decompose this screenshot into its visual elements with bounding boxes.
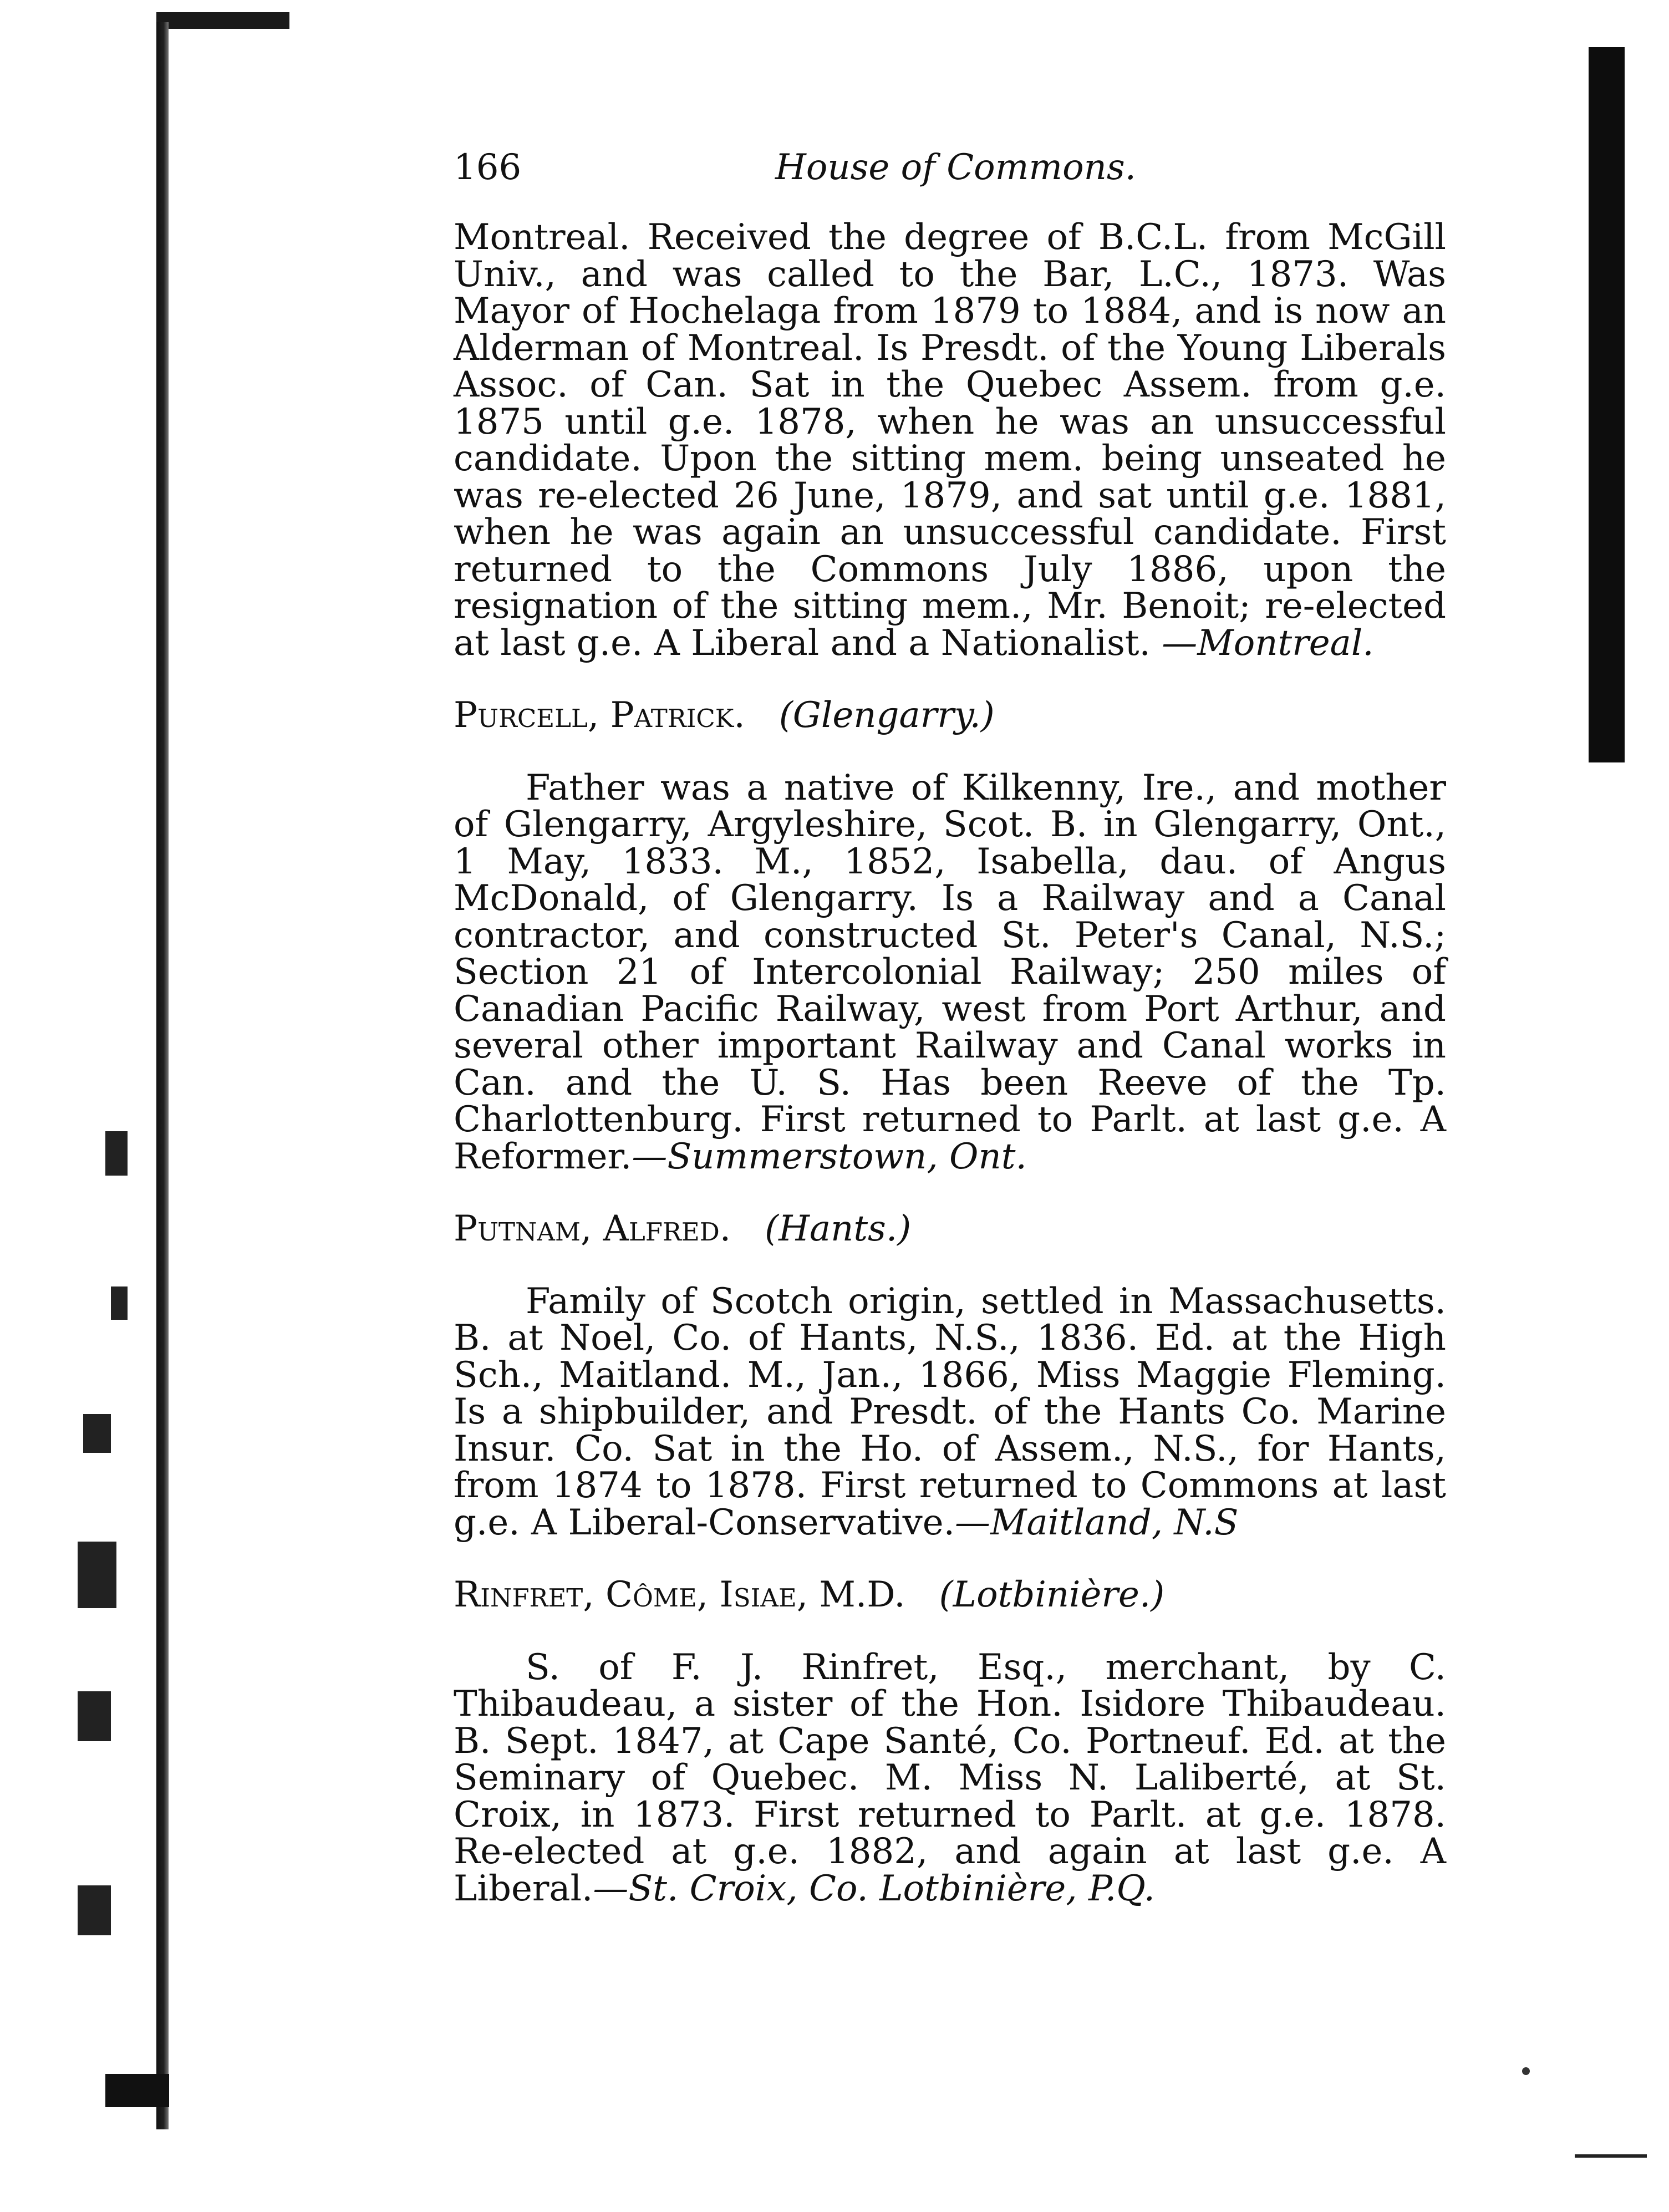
entry-text: S. of F. J. Rinfret, Esq., merchant, by C. Thibaudeau, a sister of the Hon. Isidore Thibaudeau. B. Sept. 1847, at Cape Santé, Co. Portneuf. Ed. at the Seminary of Quebec. M. Miss N. Laliberté, at St. Croix, in 1873. First returned to Parlt. at g.e. 1878. Re-elected at g.e. 1882, and again at last g.e. A Liberal. — [454, 1646, 1446, 1909]
scan-mark — [78, 1885, 111, 1935]
scan-mark — [111, 1286, 128, 1320]
continuation-address: —Montreal. — [1162, 622, 1374, 664]
entry-heading — [454, 1208, 1446, 1249]
entry-name: Putnam, Alfred. — [454, 1208, 731, 1249]
scan-mark — [78, 1542, 116, 1608]
scan-edge-left — [156, 22, 169, 2129]
continuation-paragraph — [454, 219, 1446, 662]
scan-edge-foot — [105, 2074, 169, 2107]
entry-name: Rinfret, Côme, Isiae, M.D. — [454, 1574, 905, 1615]
page-number: 166 — [454, 147, 522, 188]
entry-text: Family of Scotch origin, settled in Massachusetts. B. at Noel, Co. of Hants, N.S., 1836. Ed. at the High Sch., Maitland. M., Jan., 1866, Miss Maggie Fleming. Is a shipbuilder, and Presdt. of the Hants Co. Marine Insur. Co. Sat in the Ho. of Assem., N.S., for Hants, from 1874 to 1878. First returned to Commons at last g.e. A Liberal-Conservative. — [454, 1280, 1446, 1543]
scan-mark — [105, 1131, 128, 1176]
entry-heading — [454, 697, 1446, 734]
entry-heading — [454, 1574, 1446, 1615]
scan-edge-right — [1589, 47, 1625, 762]
entry-paragraph — [454, 1280, 1446, 1543]
entry-paragraph — [454, 767, 1446, 1177]
scan-edge-top — [156, 12, 289, 29]
entry-constituency: (Hants.) — [765, 1208, 912, 1249]
entry-paragraph — [454, 1646, 1446, 1909]
scan-speck — [1522, 2067, 1530, 2075]
entry-constituency: (Glengarry.) — [778, 695, 995, 736]
entry-constituency: (Lotbinière.) — [939, 1574, 1165, 1615]
running-title: House of Commons. — [775, 147, 1136, 188]
entry-address: —Summerstown, Ont. — [632, 1136, 1027, 1177]
entry-address: —Maitland, N.S — [955, 1502, 1239, 1543]
entry-address: —St. Croix, Co. Lotbinière, P.Q. — [593, 1868, 1155, 1909]
scan-mark — [83, 1414, 111, 1453]
scan-mark — [78, 1691, 111, 1741]
entry-name: Purcell, Patrick. — [454, 695, 745, 736]
body-text — [454, 219, 1446, 1907]
entry-text: Father was a native of Kilkenny, Ire., and mother of Glengarry, Argyleshire, Scot. B. in Glengarry, Ont., 1 May, 1833. M., 1852, Isabella, dau. of Angus McDonald, of Glengarry. Is a Railway and a Canal contractor, and constructed St. Peter's Canal, N.S.; Section 21 of Intercolonial Railway; 250 miles of Canadian Pacific Railway, west from Port Arthur, and several other important Railway and Canal works in Can. and the U. S. Has been Reeve of the Tp. Charlottenburg. First returned to Parlt. at last g.e. A Reformer. — [454, 767, 1446, 1177]
scan-edge-line — [1575, 2154, 1647, 2158]
page-header — [454, 147, 1446, 202]
continuation-text: Montreal. Received the degree of B.C.L. from McGill Univ., and was called to the Bar, L.C., 1873. Was Mayor of Hochelaga from 1879 to 1884, and is now an Alderman of Montreal. Is Presdt. of the Young Liberals Assoc. of Can. Sat in the Quebec Assem. from g.e. 1875 until g.e. 1878, when he was an unsuccessful candidate. Upon the sitting mem. being unseated he was re-elected 26 June, 1879, and sat until g.e. 1881, when he was again an unsuccessful candidate. First returned to the Commons July 1886, upon the resignation of the sitting mem., Mr. Benoit; re-elected at last g.e. A Liberal and a Nationalist. — [454, 217, 1446, 664]
